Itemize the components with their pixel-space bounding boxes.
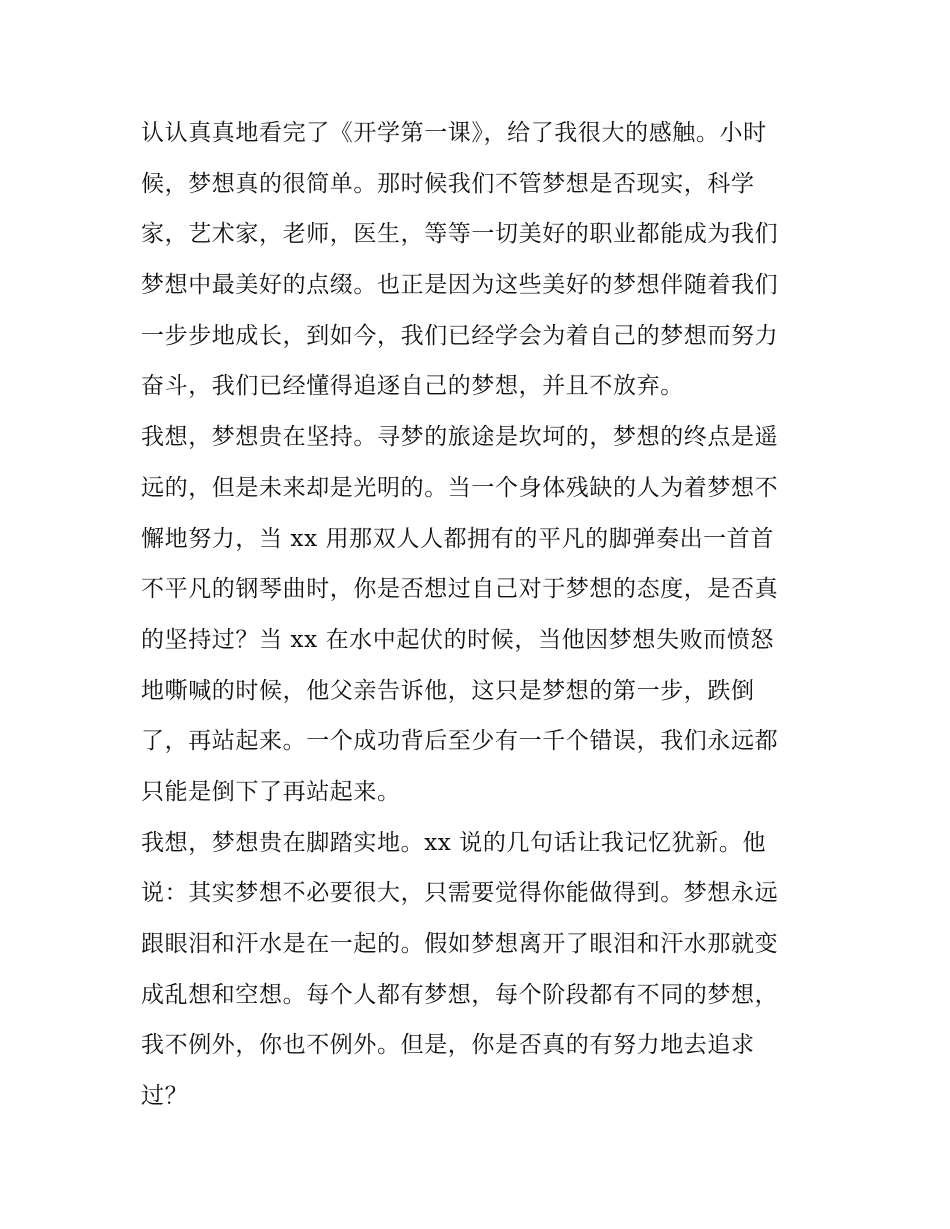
text-line: 跟眼泪和汗水是在一起的。假如梦想离开了眼泪和汗水那就变 <box>141 931 779 957</box>
text-line: 不平凡的钢琴曲时，你是否想过自己对于梦想的态度，是否真 <box>141 576 779 603</box>
text-line: 地嘶喊的时候，他父亲告诉他，这只是梦想的第一步，跌倒 <box>141 677 755 704</box>
text-line: 一步步地成长，到如今，我们已经学会为着自己的梦想而努力 <box>141 322 779 349</box>
text-line: 我想，梦想贵在脚踏实地。xx 说的几句话让我记忆犹新。他 <box>141 829 767 856</box>
text-line: 认认真真地看完了《开学第一课》，给了我很大的感触。小时 <box>141 120 767 146</box>
text-line: 说：其实梦想不必要很大，只需要觉得你能做得到。梦想永远 <box>141 880 779 907</box>
text-line: 成乱想和空想。每个人都有梦想，每个阶段都有不同的梦想， <box>141 981 779 1008</box>
text-line: 过？ <box>141 1083 189 1110</box>
document-body <box>141 108 813 1122</box>
text-line: 只能是倒下了再站起来。 <box>141 778 401 805</box>
text-line: 远的，但是未来却是光明的。当一个身体残缺的人为着梦想不 <box>141 474 779 501</box>
text-line: 的坚持过？当 xx 在水中起伏的时候，当他因梦想失败而愤怒 <box>141 626 774 653</box>
text-line: 了，再站起来。一个成功背后至少有一千个错误，我们永远都 <box>141 728 779 755</box>
text-line: 懈地努力，当 xx 用那双人人都拥有的平凡的脚弹奏出一首首 <box>141 525 774 552</box>
text-line: 梦想中最美好的点缀。也正是因为这些美好的梦想伴随着我们 <box>141 272 779 299</box>
text-line: 我不例外，你也不例外。但是，你是否真的有努力地去追求 <box>141 1032 755 1059</box>
text-line: 家，艺术家，老师，医生，等等一切美好的职业都能成为我们 <box>141 221 779 248</box>
text-line: 奋斗，我们已经懂得追逐自己的梦想，并且不放弃。 <box>141 373 684 400</box>
text-line: 我想，梦想贵在坚持。寻梦的旅途是坎坷的，梦想的终点是遥 <box>141 424 779 451</box>
text-line: 候，梦想真的很简单。那时候我们不管梦想是否现实，科学 <box>141 170 755 197</box>
